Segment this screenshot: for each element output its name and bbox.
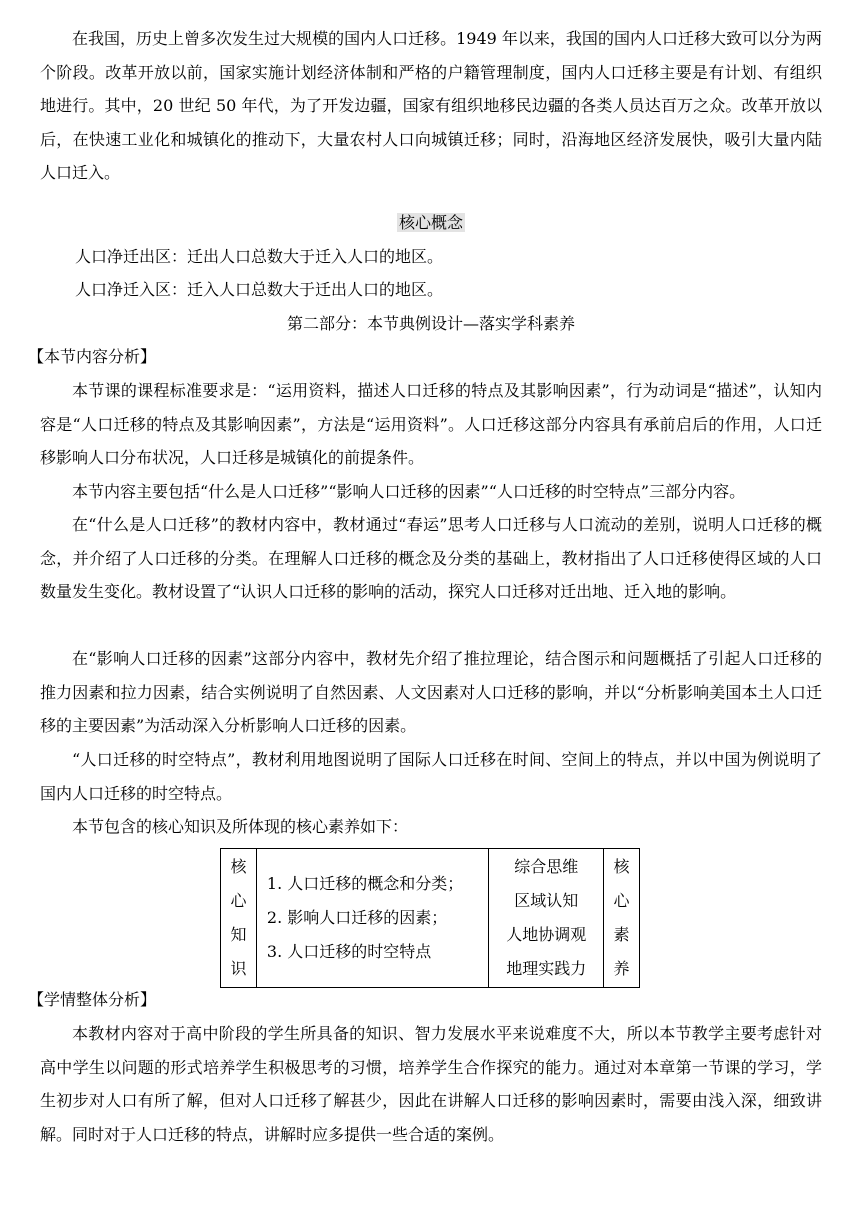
- learner-analysis-heading: 【学情整体分析】: [28, 990, 157, 1009]
- content-analysis-heading: 【本节内容分析】: [28, 347, 157, 366]
- core-concept-heading: [40, 206, 822, 240]
- core-concept-title: 核心概念: [398, 213, 463, 232]
- core-literacy-label: 核 心 素 养: [604, 849, 640, 988]
- list-item: 综合思维: [514, 857, 579, 876]
- core-knowledge-label: 核 心 知 识: [221, 849, 257, 988]
- learner-paragraph: 本教材内容对于高中阶段的学生所具备的知识、智力发展水平来说难度不大，所以本节教学主要考虑针对高中学生以问题的形式培养学生积极思考的习惯，培养学生合作探究的能力。通过对本章第一节课的学习，学生初步对人口有所了解，但对人口迁移了解甚少，因此在讲解人口迁移的影响因素时，需要由浅入深，细致讲解。同时对于人口迁移的特点，讲解时应多提供一些合适的案例。: [40, 1024, 822, 1144]
- standard-paragraph: 本节课的课程标准要求是：“运用资料，描述人口迁移的特点及其影响因素”，行为动词是“描述”，认知内容是“人口迁移的特点及其影响因素”，方法是“运用资料”。人口迁移这部分内容具有承前启后的作用，人口迁移影响人口分布状况，人口迁移是城镇化的前提条件。: [40, 381, 822, 467]
- list-item: 3. 人口迁移的时空特点: [266, 942, 432, 961]
- knowledge-literacy-table: [220, 848, 640, 988]
- list-item: 地理实践力: [506, 959, 587, 978]
- table-row: [221, 849, 640, 988]
- three-parts-paragraph: 本节内容主要包括“什么是人口迁移”“影响人口迁移的因素”“人口迁移的时空特点”三部分内容。: [72, 482, 746, 501]
- list-item: 2. 影响人口迁移的因素；: [266, 908, 448, 927]
- list-item: 人地协调观: [506, 925, 587, 944]
- part-two-title: 第二部分：本节典例设计—落实学科素养: [286, 314, 575, 333]
- literacy-list: [489, 849, 604, 988]
- knowledge-list: [256, 849, 488, 988]
- list-item: 区域认知: [514, 891, 579, 910]
- what-is-paragraph: 在“什么是人口迁移”的教材内容中，教材通过“春运”思考人口迁移与人口流动的差别，说明人口迁移的概念，并介绍了人口迁移的分类。在理解人口迁移的概念及分类的基础上，教材指出了人口迁移使得区域的人口数量发生变化。教材设置了“认识人口迁移的影响的活动，探究人口迁移对迁出地、迁入地的影响。: [40, 515, 822, 601]
- spatiotemporal-paragraph: “人口迁移的时空特点”，教材利用地图说明了国际人口迁移在时间、空间上的特点，并以中国为例说明了国内人口迁移的时空特点。: [40, 750, 822, 803]
- intro-paragraph: 在我国，历史上曾多次发生过大规模的国内人口迁移。1949 年以来，我国的国内人口迁移大致可以分为两个阶段。改革开放以前，国家实施计划经济体制和严格的户籍管理制度，国内人口迁移主要是有计划、有组织地进行。其中，20 世纪 50 年代，为了开发边疆，国家有组织地移民边疆的各类人员达百万之众。改革开放以后，在快速工业化和城镇化的推动下，大量农村人口向城镇迁移；同时，沿海地区经济发展快，吸引大量内陆人口迁入。: [40, 29, 822, 182]
- factors-paragraph: 在“影响人口迁移的因素”这部分内容中，教材先介绍了推拉理论，结合图示和问题概括了引起人口迁移的推力因素和拉力因素，结合实例说明了自然因素、人文因素对人口迁移的影响，并以“分析影响美国本土人口迁移的主要因素”为活动深入分析影响人口迁移的因素。: [40, 649, 822, 735]
- net-out-definition: 人口净迁出区：迁出人口总数大于迁入人口的地区。: [75, 247, 444, 266]
- table-intro-paragraph: 本节包含的核心知识及所体现的核心素养如下：: [72, 817, 409, 836]
- net-in-definition: 人口净迁入区：迁入人口总数大于迁出人口的地区。: [75, 280, 444, 299]
- list-item: 1. 人口迁移的概念和分类；: [266, 874, 464, 893]
